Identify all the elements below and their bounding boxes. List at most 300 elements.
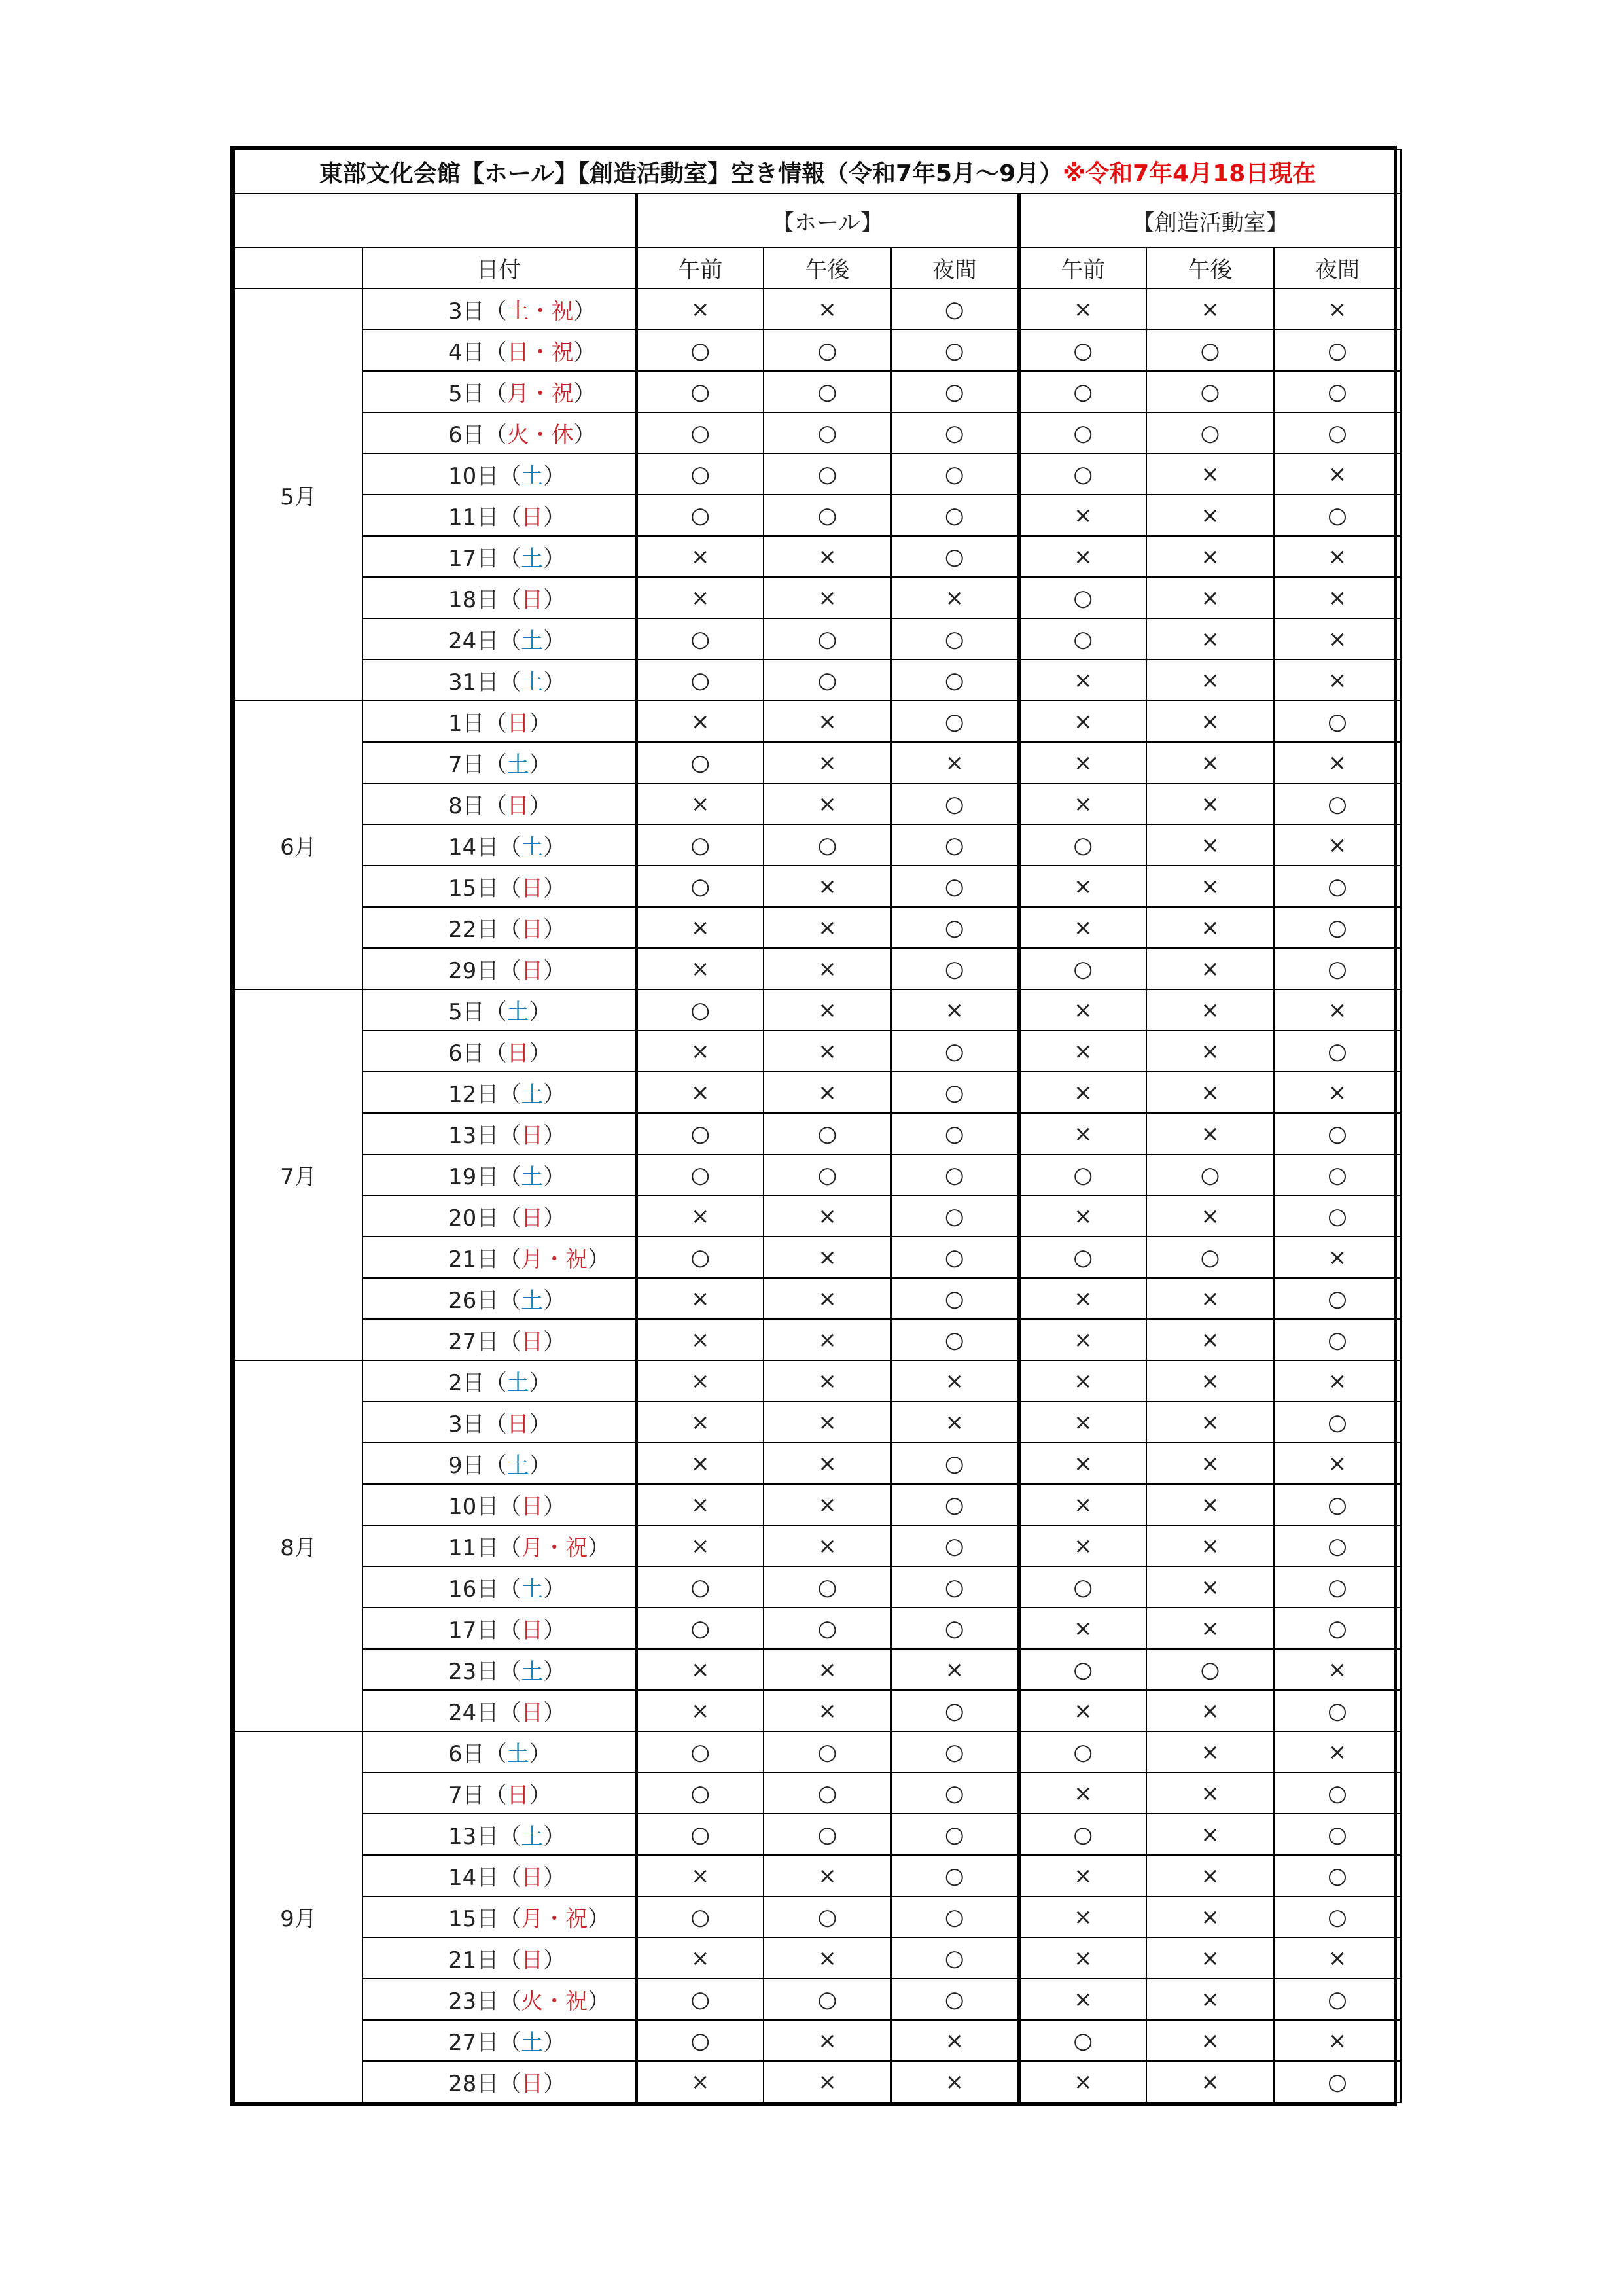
date-weekday: 日 — [521, 587, 544, 613]
date-paren-close: ） — [529, 1453, 552, 1479]
date-day: 13日 — [448, 1123, 499, 1149]
table-row — [234, 1360, 1401, 1402]
room-availability-cell: × — [1146, 1319, 1274, 1360]
hall-availability-cell: × — [764, 1443, 891, 1484]
table-row — [234, 453, 1401, 495]
hall-availability-cell: ○ — [891, 1855, 1019, 1896]
hall-availability-cell: × — [891, 1649, 1019, 1690]
date-paren-close: ） — [543, 587, 566, 613]
hall-availability-cell: × — [764, 2061, 891, 2102]
date-paren-open: （ — [499, 587, 521, 613]
slot-header: 夜間 — [891, 247, 1019, 289]
hall-availability-cell: ○ — [764, 1731, 891, 1773]
room-availability-cell: ○ — [1274, 1814, 1401, 1855]
hall-availability-cell: ○ — [636, 824, 764, 866]
date-paren-open: （ — [484, 793, 507, 819]
date-day: 10日 — [448, 463, 499, 489]
date-cell — [362, 989, 636, 1031]
hall-availability-cell: × — [764, 1525, 891, 1566]
room-availability-cell: ○ — [1274, 412, 1401, 453]
hall-availability-cell: × — [891, 1402, 1019, 1443]
room-availability-cell: × — [1019, 1896, 1146, 1937]
room-availability-cell: × — [1146, 1195, 1274, 1237]
room-availability-cell: × — [1274, 536, 1401, 577]
room-availability-cell: ○ — [1019, 824, 1146, 866]
date-day: 11日 — [448, 1535, 499, 1561]
date-day: 11日 — [448, 504, 499, 531]
date-weekday: 土 — [521, 669, 544, 696]
hall-availability-cell: ○ — [891, 495, 1019, 536]
hall-availability-cell: ○ — [636, 453, 764, 495]
hall-availability-cell: × — [764, 701, 891, 742]
hall-availability-cell: ○ — [764, 1566, 891, 1608]
room-availability-cell: × — [1019, 1855, 1146, 1896]
date-day: 12日 — [448, 1082, 499, 1108]
date-cell — [362, 618, 636, 660]
date-paren-close: ） — [543, 2071, 566, 2097]
date-day: 15日 — [448, 1906, 499, 1932]
hall-availability-cell: × — [636, 1443, 764, 1484]
hall-availability-cell: ○ — [891, 783, 1019, 824]
room-availability-cell: × — [1019, 1979, 1146, 2020]
date-day: 18日 — [448, 587, 499, 613]
date-weekday: 土・祝 — [506, 298, 574, 325]
hall-availability-cell: ○ — [636, 1979, 764, 2020]
date-day: 2日 — [448, 1370, 485, 1396]
room-availability-cell: ○ — [1274, 1690, 1401, 1731]
date-weekday: 日 — [506, 1040, 529, 1067]
date-paren-open: （ — [499, 1288, 521, 1314]
room-availability-cell: ○ — [1019, 330, 1146, 371]
date-day: 9日 — [448, 1453, 485, 1479]
room-availability-cell: ○ — [1146, 412, 1274, 453]
table-row — [234, 1237, 1401, 1278]
hall-availability-cell: ○ — [764, 1814, 891, 1855]
date-paren-close: ） — [543, 1947, 566, 1973]
date-paren-open: （ — [484, 422, 507, 448]
date-paren-open: （ — [499, 1329, 521, 1355]
room-availability-cell: ○ — [1274, 1855, 1401, 1896]
date-paren-close: ） — [543, 834, 566, 860]
date-paren-open: （ — [499, 1988, 521, 2015]
date-paren-open: （ — [484, 711, 507, 737]
date-paren-close: ） — [588, 1246, 610, 1273]
hall-availability-cell: ○ — [891, 618, 1019, 660]
date-weekday: 日 — [521, 1494, 544, 1520]
hall-availability-cell: × — [891, 577, 1019, 618]
date-cell — [362, 783, 636, 824]
date-paren-open: （ — [499, 1700, 521, 1726]
table-row — [234, 1402, 1401, 1443]
hall-availability-cell: × — [636, 1484, 764, 1525]
date-cell — [362, 1896, 636, 1937]
hall-availability-cell: ○ — [636, 1731, 764, 1773]
room-availability-cell: ○ — [1274, 866, 1401, 907]
date-weekday: 土 — [521, 834, 544, 860]
hall-availability-cell: ○ — [891, 453, 1019, 495]
date-paren-open: （ — [499, 1205, 521, 1231]
room-availability-cell: × — [1019, 1608, 1146, 1649]
date-paren-close: ） — [543, 2030, 566, 2056]
date-cell — [362, 2061, 636, 2102]
date-cell — [362, 1608, 636, 1649]
hall-availability-cell: × — [891, 1360, 1019, 1402]
room-availability-cell: ○ — [1019, 1154, 1146, 1195]
room-availability-cell: × — [1019, 536, 1146, 577]
room-availability-cell: × — [1146, 495, 1274, 536]
hall-availability-cell: × — [636, 1937, 764, 1979]
date-paren-open: （ — [499, 1246, 521, 1273]
room-availability-cell: ○ — [1274, 1113, 1401, 1154]
table-row — [234, 1773, 1401, 1814]
date-cell — [362, 824, 636, 866]
date-day: 15日 — [448, 875, 499, 902]
room-availability-cell: ○ — [1019, 371, 1146, 412]
room-availability-cell: × — [1146, 1031, 1274, 1072]
date-weekday: 日 — [506, 1782, 529, 1809]
room-availability-cell: ○ — [1274, 1608, 1401, 1649]
slot-header: 夜間 — [1274, 247, 1401, 289]
room-availability-cell: × — [1274, 1937, 1401, 1979]
date-paren-close: ） — [529, 1782, 552, 1809]
date-day: 21日 — [448, 1246, 499, 1273]
hall-availability-cell: ○ — [891, 1731, 1019, 1773]
room-availability-cell: × — [1146, 1484, 1274, 1525]
room-availability-cell: × — [1019, 289, 1146, 330]
date-paren-close: ） — [543, 1824, 566, 1850]
date-day: 19日 — [448, 1164, 499, 1190]
date-cell — [362, 371, 636, 412]
date-weekday: 土 — [521, 1164, 544, 1190]
table-row — [234, 1731, 1401, 1773]
date-day: 31日 — [448, 669, 499, 696]
date-paren-open: （ — [499, 1617, 521, 1644]
hall-availability-cell: × — [764, 866, 891, 907]
room-availability-cell: × — [1019, 1195, 1146, 1237]
room-availability-cell: × — [1146, 1814, 1274, 1855]
hall-availability-cell: × — [764, 1690, 891, 1731]
room-availability-cell: × — [1146, 1525, 1274, 1566]
hall-availability-cell: ○ — [764, 1608, 891, 1649]
room-availability-cell: ○ — [1274, 1402, 1401, 1443]
room-availability-cell: × — [1019, 1402, 1146, 1443]
room-availability-cell: ○ — [1274, 1278, 1401, 1319]
hall-availability-cell: ○ — [764, 660, 891, 701]
hall-availability-cell: ○ — [636, 1896, 764, 1937]
hall-availability-cell: ○ — [636, 330, 764, 371]
table-row — [234, 948, 1401, 989]
date-day: 1日 — [448, 711, 485, 737]
date-cell — [362, 1072, 636, 1113]
table-row — [234, 866, 1401, 907]
date-paren-open: （ — [499, 834, 521, 860]
date-weekday: 土 — [521, 1082, 544, 1108]
month-label: 5月 — [234, 289, 362, 701]
date-paren-open: （ — [499, 2030, 521, 2056]
hall-availability-cell: ○ — [636, 866, 764, 907]
table-row — [234, 412, 1401, 453]
date-paren-close: ） — [543, 546, 566, 572]
date-paren-open: （ — [499, 1082, 521, 1108]
hall-availability-cell: ○ — [636, 2020, 764, 2061]
hall-availability-cell: × — [636, 1031, 764, 1072]
date-paren-open: （ — [499, 1947, 521, 1973]
hall-availability-cell: ○ — [636, 660, 764, 701]
date-paren-close: ） — [573, 340, 596, 366]
table-row — [234, 907, 1401, 948]
date-paren-close: ） — [588, 1988, 610, 2015]
room-availability-cell: × — [1146, 289, 1274, 330]
date-header: 日付 — [362, 247, 636, 289]
slot-header: 午後 — [1146, 247, 1274, 289]
table-row — [234, 783, 1401, 824]
room-availability-cell: × — [1274, 1443, 1401, 1484]
date-weekday: 土 — [506, 1741, 529, 1767]
date-weekday: 日 — [521, 2071, 544, 2097]
hall-availability-cell: × — [764, 1402, 891, 1443]
date-day: 6日 — [448, 1040, 485, 1067]
hall-availability-cell: × — [636, 1072, 764, 1113]
hall-availability-cell: ○ — [636, 989, 764, 1031]
hall-availability-cell: × — [636, 577, 764, 618]
table-row — [234, 330, 1401, 371]
date-day: 28日 — [448, 2071, 499, 2097]
room-availability-cell: × — [1274, 660, 1401, 701]
hall-availability-cell: ○ — [636, 1566, 764, 1608]
slot-header: 午後 — [764, 247, 891, 289]
hall-availability-cell: ○ — [891, 330, 1019, 371]
title-row — [234, 150, 1401, 194]
date-paren-close: ） — [529, 1370, 552, 1396]
room-availability-cell: × — [1146, 618, 1274, 660]
room-availability-cell: × — [1146, 948, 1274, 989]
date-day: 26日 — [448, 1288, 499, 1314]
hall-availability-cell: × — [764, 1360, 891, 1402]
hall-availability-cell: ○ — [891, 1154, 1019, 1195]
date-weekday: 土 — [521, 1659, 544, 1685]
hall-availability-cell: ○ — [891, 660, 1019, 701]
hall-availability-cell: ○ — [636, 495, 764, 536]
room-availability-cell: ○ — [1274, 1566, 1401, 1608]
date-weekday: 日 — [521, 917, 544, 943]
date-cell — [362, 289, 636, 330]
date-weekday: 土 — [506, 1453, 529, 1479]
date-paren-close: ） — [543, 1494, 566, 1520]
hall-availability-cell: × — [636, 1195, 764, 1237]
hall-availability-cell: × — [764, 1031, 891, 1072]
hall-availability-cell: × — [891, 2061, 1019, 2102]
hall-availability-cell: × — [764, 1237, 891, 1278]
date-weekday: 日 — [506, 711, 529, 737]
hall-availability-cell: × — [891, 2020, 1019, 2061]
room-availability-cell: × — [1274, 1237, 1401, 1278]
room-availability-cell: × — [1019, 1484, 1146, 1525]
hall-availability-cell: × — [764, 1278, 891, 1319]
date-paren-close: ） — [543, 1865, 566, 1891]
date-weekday: 日 — [521, 1865, 544, 1891]
table-row — [234, 2061, 1401, 2102]
date-paren-open: （ — [484, 1370, 507, 1396]
date-paren-close: ） — [529, 1411, 552, 1438]
hall-availability-cell: ○ — [764, 1979, 891, 2020]
date-cell — [362, 1195, 636, 1237]
date-day: 13日 — [448, 1824, 499, 1850]
room-availability-cell: × — [1274, 577, 1401, 618]
date-weekday: 土 — [521, 1576, 544, 1602]
hall-availability-cell: × — [764, 577, 891, 618]
date-cell — [362, 1443, 636, 1484]
hall-availability-cell: ○ — [891, 1278, 1019, 1319]
date-day: 21日 — [448, 1947, 499, 1973]
date-paren-open: （ — [499, 669, 521, 696]
date-paren-close: ） — [543, 1082, 566, 1108]
room-availability-cell: × — [1019, 1278, 1146, 1319]
room-availability-cell: × — [1146, 1360, 1274, 1402]
room-availability-cell: ○ — [1019, 1731, 1146, 1773]
date-weekday: 月・祝 — [521, 1246, 588, 1273]
room-availability-cell: × — [1274, 742, 1401, 783]
date-weekday: 日・祝 — [506, 340, 574, 366]
hall-availability-cell: ○ — [764, 824, 891, 866]
room-availability-cell: ○ — [1019, 2020, 1146, 2061]
hall-availability-cell: ○ — [891, 371, 1019, 412]
hall-availability-cell: × — [636, 1402, 764, 1443]
room-availability-cell: ○ — [1274, 1195, 1401, 1237]
room-availability-cell: × — [1146, 1402, 1274, 1443]
date-paren-open: （ — [484, 752, 507, 778]
hall-availability-cell: × — [636, 289, 764, 330]
room-availability-cell: ○ — [1274, 1319, 1401, 1360]
room-availability-cell: × — [1146, 1113, 1274, 1154]
date-weekday: 月・祝 — [521, 1535, 588, 1561]
room-availability-cell: ○ — [1019, 948, 1146, 989]
date-weekday: 日 — [521, 958, 544, 984]
room-availability-cell: × — [1019, 660, 1146, 701]
hall-availability-cell: ○ — [891, 907, 1019, 948]
hall-availability-cell: ○ — [891, 1566, 1019, 1608]
hall-availability-cell: × — [764, 2020, 891, 2061]
date-weekday: 日 — [521, 1329, 544, 1355]
hall-availability-cell: ○ — [891, 1608, 1019, 1649]
date-day: 8日 — [448, 793, 485, 819]
hall-availability-cell: ○ — [891, 412, 1019, 453]
date-day: 24日 — [448, 628, 499, 654]
date-weekday: 月・祝 — [506, 381, 574, 407]
table-row — [234, 1195, 1401, 1237]
date-weekday: 火・休 — [506, 422, 574, 448]
date-paren-close: ） — [573, 381, 596, 407]
room-availability-cell: × — [1146, 701, 1274, 742]
room-availability-cell: ○ — [1019, 1649, 1146, 1690]
hall-availability-cell: × — [636, 1525, 764, 1566]
room-availability-cell: ○ — [1146, 371, 1274, 412]
date-day: 17日 — [448, 1617, 499, 1644]
date-paren-open: （ — [499, 1535, 521, 1561]
date-cell — [362, 866, 636, 907]
date-cell — [362, 1360, 636, 1402]
hall-availability-cell: ○ — [764, 330, 891, 371]
date-day: 22日 — [448, 917, 499, 943]
hall-availability-cell: ○ — [891, 1896, 1019, 1937]
date-day: 20日 — [448, 1205, 499, 1231]
hall-availability-cell: × — [891, 742, 1019, 783]
date-weekday: 土 — [521, 1824, 544, 1850]
room-availability-cell: ○ — [1019, 577, 1146, 618]
hall-availability-cell: × — [636, 701, 764, 742]
date-paren-close: ） — [588, 1535, 610, 1561]
room-availability-cell: ○ — [1274, 907, 1401, 948]
date-cell — [362, 742, 636, 783]
date-day: 7日 — [448, 1782, 485, 1809]
hall-availability-cell: ○ — [891, 1979, 1019, 2020]
hall-availability-cell: × — [891, 989, 1019, 1031]
room-availability-cell: × — [1146, 1731, 1274, 1773]
date-weekday: 日 — [521, 1947, 544, 1973]
hall-availability-cell: ○ — [891, 1690, 1019, 1731]
room-availability-cell: ○ — [1146, 1649, 1274, 1690]
room-availability-cell: × — [1274, 1360, 1401, 1402]
room-availability-cell: × — [1146, 1979, 1274, 2020]
table-row — [234, 1113, 1401, 1154]
date-cell — [362, 1402, 636, 1443]
date-paren-open: （ — [484, 1782, 507, 1809]
date-paren-close: ） — [573, 422, 596, 448]
table-row — [234, 1814, 1401, 1855]
date-day: 24日 — [448, 1700, 499, 1726]
date-paren-close: ） — [543, 1617, 566, 1644]
date-paren-open: （ — [484, 1411, 507, 1438]
date-day: 10日 — [448, 1494, 499, 1520]
hall-availability-cell: × — [764, 1649, 891, 1690]
hall-availability-cell: ○ — [891, 536, 1019, 577]
date-paren-open: （ — [499, 1494, 521, 1520]
date-day: 5日 — [448, 381, 485, 407]
date-weekday: 土 — [521, 546, 544, 572]
date-weekday: 日 — [521, 875, 544, 902]
date-cell — [362, 701, 636, 742]
room-availability-cell: ○ — [1274, 1484, 1401, 1525]
date-cell — [362, 1937, 636, 1979]
date-paren-close: ） — [543, 1288, 566, 1314]
date-day: 23日 — [448, 1988, 499, 2015]
date-day: 5日 — [448, 999, 485, 1025]
date-paren-close: ） — [529, 752, 552, 778]
date-paren-open: （ — [499, 1576, 521, 1602]
table-row — [234, 2020, 1401, 2061]
date-paren-close: ） — [529, 999, 552, 1025]
date-paren-open: （ — [499, 875, 521, 902]
room-availability-cell: × — [1019, 989, 1146, 1031]
date-paren-close: ） — [588, 1906, 610, 1932]
date-cell — [362, 330, 636, 371]
date-cell — [362, 495, 636, 536]
hall-availability-cell: ○ — [891, 1113, 1019, 1154]
hall-availability-cell: × — [764, 1855, 891, 1896]
date-paren-close: ） — [543, 1700, 566, 1726]
room-availability-cell: × — [1146, 660, 1274, 701]
date-day: 3日 — [448, 298, 485, 325]
date-cell — [362, 1731, 636, 1773]
date-day: 16日 — [448, 1576, 499, 1602]
table-row — [234, 1319, 1401, 1360]
room-availability-cell: × — [1019, 1360, 1146, 1402]
slot-header: 午前 — [636, 247, 764, 289]
date-cell — [362, 948, 636, 989]
table-row — [234, 1566, 1401, 1608]
room-availability-cell: × — [1146, 1855, 1274, 1896]
date-cell — [362, 1484, 636, 1525]
title-main: 東部文化会館【ホール】【創造活動室】空き情報（令和7年5月～9月） — [319, 160, 1063, 187]
